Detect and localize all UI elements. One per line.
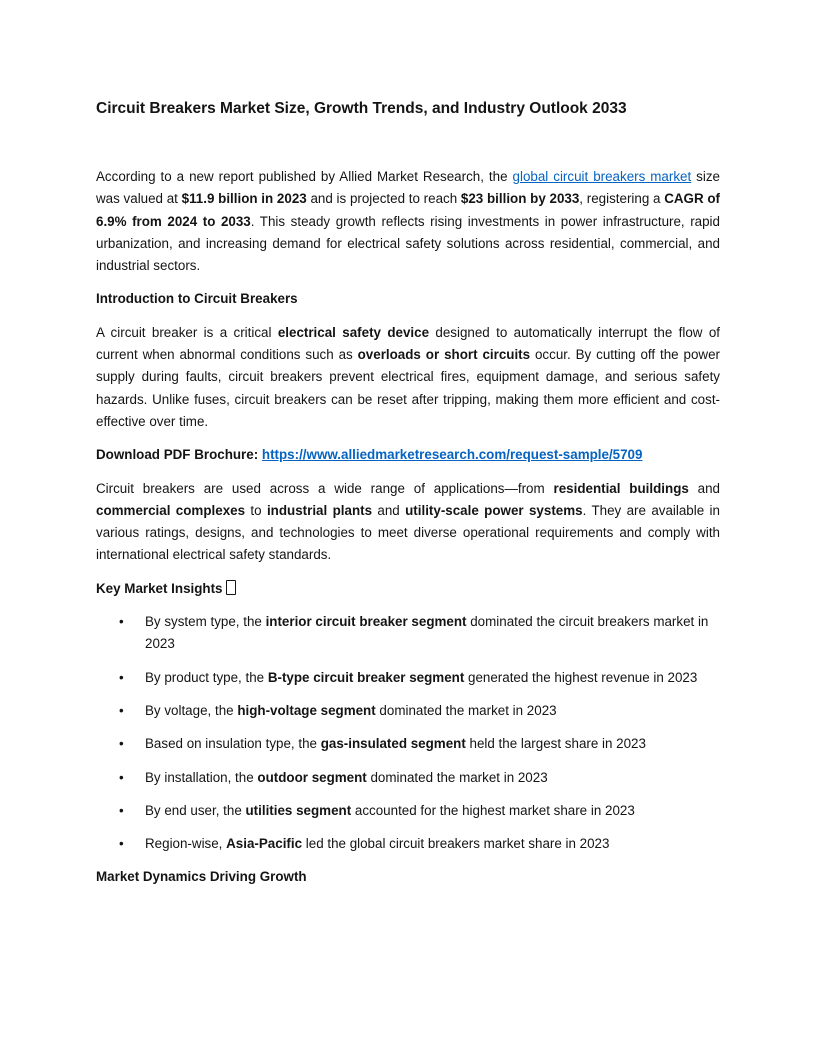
text-run: accounted for the highest market share in 2023 <box>351 802 635 818</box>
text-run: $11.9 billion in 2023 <box>181 191 307 207</box>
text-run: By product type, the <box>145 669 268 685</box>
text-run: Region-wise, <box>145 836 227 852</box>
download-brochure-line <box>96 444 720 466</box>
text-run: to <box>245 502 267 518</box>
text-run: commercial complexes <box>96 502 246 518</box>
document-title <box>96 97 720 121</box>
insight-bullet-voltage <box>96 700 720 722</box>
text-run: dominated the market in 2023 <box>366 769 548 785</box>
text-run: Asia-Pacific <box>226 836 303 852</box>
text-run: Circuit Breakers Market Size, Growth Trends, and Industry Outlook 2033 <box>96 100 627 117</box>
insight-bullet-region <box>96 833 720 855</box>
insight-bullet-product-type <box>96 667 720 689</box>
text-run: . They are available in various ratings, designs, and technologies to meet diverse operational requirements and comply with international electrical safety standards. <box>96 502 720 563</box>
text-run: and is projected to reach <box>306 191 461 207</box>
bullet-marker-icon: • <box>119 614 124 630</box>
text-run: electrical safety device <box>277 324 430 340</box>
text-run: Circuit breakers are used across a wide range of applications—from <box>96 480 554 496</box>
insight-bullet-insulation <box>96 733 720 755</box>
bullet-marker-icon: • <box>119 669 124 685</box>
brochure-url-link[interactable]: https://www.alliedmarketresearch.com/request-sample/5709 <box>261 447 643 463</box>
text-run: interior circuit breaker segment <box>265 614 467 630</box>
text-run: . This steady growth reflects rising investments in power infrastructure, rapid urbanization, and increasing demand for electrical safety solutions across residential, commercial, and industrial sectors. <box>96 213 720 274</box>
bullet-marker-icon: • <box>119 769 124 785</box>
market-overview-paragraph <box>96 166 720 277</box>
text-run: industrial plants <box>266 502 373 518</box>
text-run: high-voltage segment <box>237 702 376 718</box>
text-run: A circuit breaker is a critical <box>96 324 278 340</box>
text-run: utilities segment <box>245 802 352 818</box>
text-run: overloads or short circuits <box>357 347 531 363</box>
text-run: utility-scale power systems <box>405 502 583 518</box>
insight-bullet-system-type <box>96 611 720 656</box>
introduction-heading <box>96 288 720 310</box>
text-run: B-type circuit breaker segment <box>267 669 465 685</box>
bullet-marker-icon: • <box>119 736 124 752</box>
applications-paragraph <box>96 478 720 567</box>
bullet-marker-icon: • <box>119 802 124 818</box>
text-run: outdoor segment <box>257 769 367 785</box>
text-run: Key Market Insights <box>96 580 223 596</box>
text-run: dominated the circuit breakers market in 2023 <box>145 614 709 652</box>
text-run: , registering a <box>579 191 665 207</box>
text-run: Market Dynamics Driving Growth <box>96 869 307 885</box>
market-dynamics-heading <box>96 866 720 888</box>
text-run: Download PDF Brochure: <box>96 447 262 463</box>
insight-bullet-end-user <box>96 800 720 822</box>
text-run: According to a new report published by Allied Market Research, the <box>96 169 513 184</box>
text-run: held the largest share in 2023 <box>465 736 646 752</box>
text-run: generated the highest revenue in 2023 <box>464 669 698 685</box>
text-run: By voltage, the <box>145 702 238 718</box>
text-run: $23 billion by 2033 <box>460 191 580 207</box>
text-run: occur. By cutting off the power supply during faults, circuit breakers prevent electrical fires, equipment damage, and serious safety hazards. Unlike fuses, circuit breakers can be reset after tripping, making them more efficient and cost-effective over time. <box>96 347 720 429</box>
text-run: led the global circuit breakers market share in 2023 <box>302 836 610 852</box>
text-run: size was valued at <box>96 169 720 207</box>
key-market-insights-heading <box>96 578 720 600</box>
text-run: and <box>372 502 406 518</box>
text-run: dominated the market in 2023 <box>375 702 557 718</box>
text-run: designed to automatically interrupt the flow of current when abnormal conditions such as <box>96 324 720 363</box>
text-run: residential buildings <box>553 480 689 496</box>
insight-bullet-installation <box>96 767 720 789</box>
missing-glyph-box-icon <box>226 580 236 595</box>
text-run: Introduction to Circuit Breakers <box>96 291 298 307</box>
text-run: gas-insulated segment <box>320 736 466 752</box>
text-run: CAGR of 6.9% from 2024 to 2033 <box>96 191 720 229</box>
text-run: By system type, the <box>145 614 266 630</box>
text-run: By installation, the <box>145 769 258 785</box>
global-circuit-breakers-market-link[interactable]: global circuit breakers market <box>512 169 692 184</box>
text-run: Based on insulation type, the <box>145 736 321 752</box>
text-run: By end user, the <box>145 802 246 818</box>
bullet-marker-icon: • <box>119 702 124 718</box>
bullet-marker-icon: • <box>119 836 124 852</box>
circuit-breaker-description-paragraph <box>96 322 720 433</box>
text-run: and <box>688 480 721 496</box>
